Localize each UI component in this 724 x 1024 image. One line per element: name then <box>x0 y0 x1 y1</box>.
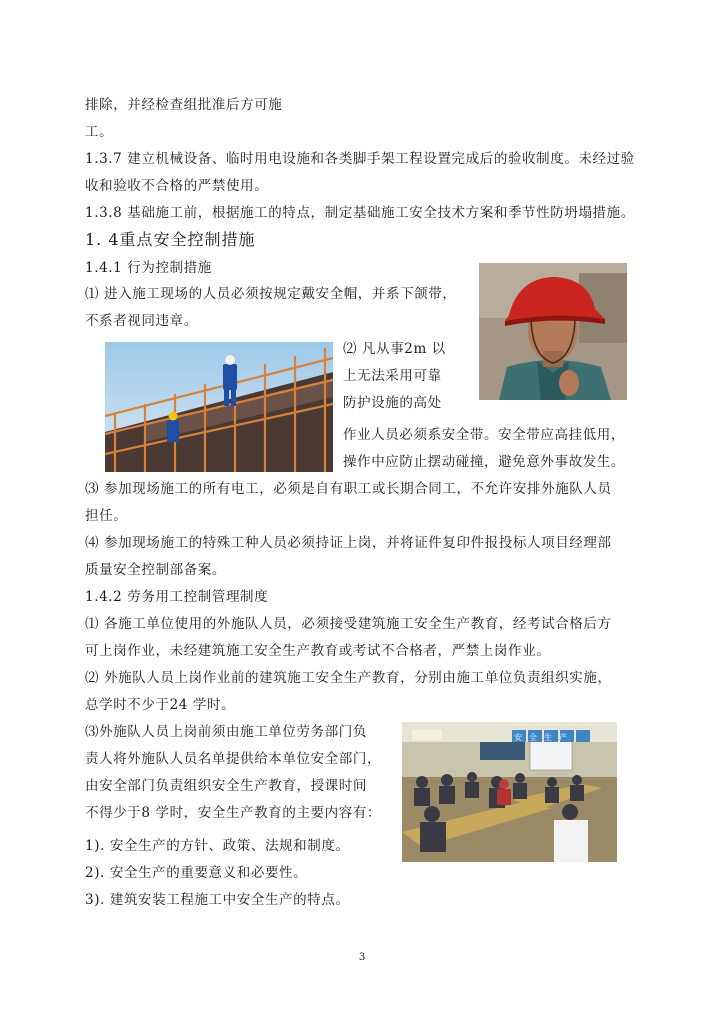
subsection-heading: 1.4.2 劳务用工控制管理制度 <box>85 589 269 605</box>
text-line: 1.3.7 建立机械设备、临时用电设施和各类脚手架工程设置完成后的验收制度。未经过验 <box>85 151 635 167</box>
page-number: 3 <box>358 952 366 963</box>
text-line: 2). 安全生产的重要意义和必要性。 <box>85 865 308 881</box>
text-line: 防护设施的高处 <box>343 395 442 411</box>
text-line: 不得少于8 学时，安全生产教育的主要内容有： <box>85 805 382 821</box>
text-line: 质量安全控制部备案。 <box>85 562 226 578</box>
text-line: 1). 安全生产的方针、政策、法规和制度。 <box>85 838 350 854</box>
text-line: 排除，并经检查组批准后方可施 <box>85 97 283 113</box>
text-line: ⑴ 各施工单位使用的外施队人员，必须接受建筑施工安全生产教育，经考试合格后方 <box>85 616 612 632</box>
text-line: 操作中应防止摆动碰撞，避免意外事故发生。 <box>343 454 625 470</box>
text-line: 担任。 <box>85 508 128 524</box>
text-line: ⑵ 凡从事2m 以 <box>343 341 446 357</box>
text-line: ⑵ 外施队人员上岗作业前的建筑施工安全生产教育，分别由施工单位负责组织实施， <box>85 670 612 686</box>
classroom-training-photo <box>402 722 617 862</box>
text-line: ⑶ 参加现场施工的所有电工，必须是自有职工或长期合同工，不允许安排外施队人员 <box>85 481 612 497</box>
text-line: 责人将外施队人员名单提供给本单位安全部门， <box>85 751 382 767</box>
text-line: 作业人员必须系安全带。安全带应高挂低用， <box>343 427 625 443</box>
text-line: 收和验收不合格的严禁使用。 <box>85 178 269 194</box>
text-line: 不系者视同违章。 <box>85 313 198 329</box>
scaffolding-photo <box>105 342 333 472</box>
subsection-heading: 1.4.1 行为控制措施 <box>85 260 212 276</box>
text-line: ⑶外施队人员上岗前须由施工单位劳务部门负 <box>85 724 367 740</box>
classroom-sign-text: 安全生产 <box>514 733 574 742</box>
section-heading: 1. 4重点安全控制措施 <box>85 230 256 249</box>
text-line: 上无法采用可靠 <box>343 368 442 384</box>
hardhat-worker-photo <box>479 263 627 400</box>
text-line: 工。 <box>85 124 114 140</box>
text-line: 可上岗作业，未经建筑施工安全生产教育或考试不合格者，严禁上岗作业。 <box>85 643 551 659</box>
text-line: ⑴ 进入施工现场的人员必须按规定戴安全帽，并系下颌带， <box>85 286 457 302</box>
text-line: 3). 建筑安装工程施工中安全生产的特点。 <box>85 892 350 908</box>
text-line: ⑷ 参加现场施工的特殊工种人员必须持证上岗，并将证件复印件报投标人项目经理部 <box>85 535 612 551</box>
text-line: 由安全部门负责组织安全生产教育，授课时间 <box>85 778 367 794</box>
text-line: 1.3.8 基础施工前，根据施工的特点，制定基础施工安全技术方案和季节性防坍塌措施。 <box>85 205 635 221</box>
text-line: 总学时不少于24 学时。 <box>85 697 236 713</box>
